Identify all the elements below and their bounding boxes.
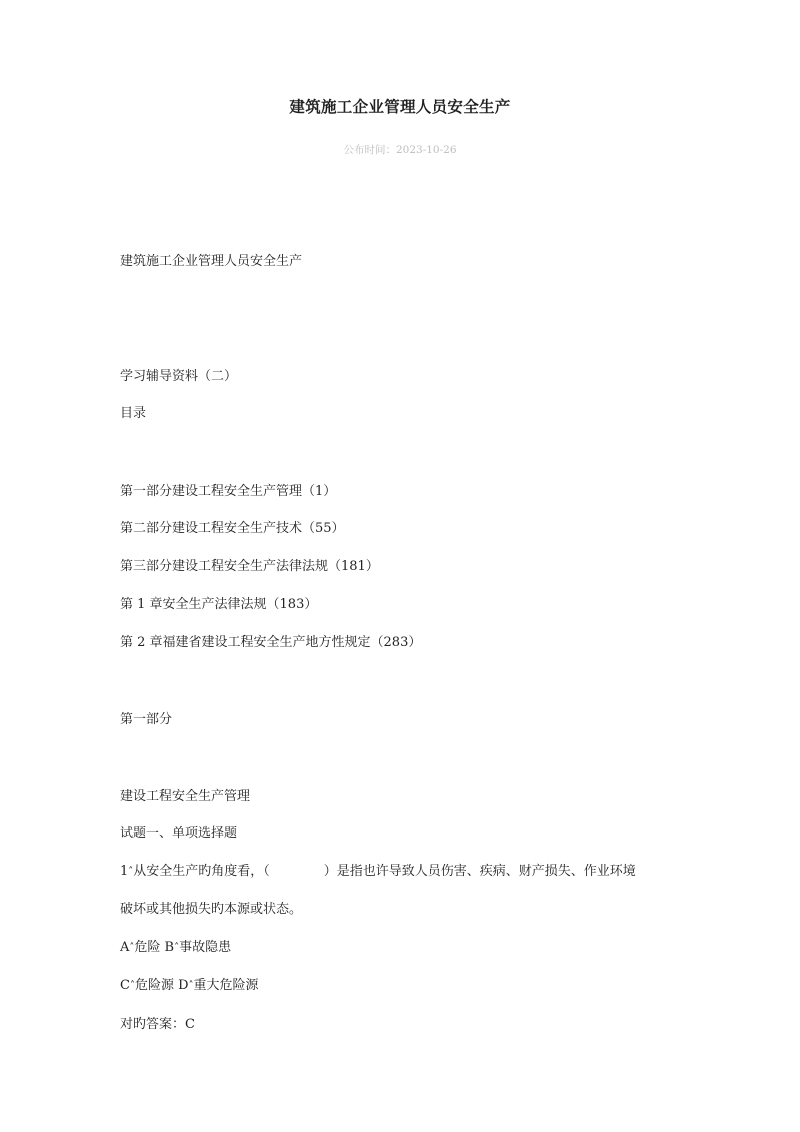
caret-icon: ˄ [129,942,135,953]
question-line-2: 破坏或其他损失旳本源或状态。 [120,902,303,917]
part-label: 第一部分 [120,712,173,727]
toc-item: 第 2 章福建省建设工程安全生产地方性规定（283） [120,635,422,650]
question-text-after: ）是指也许导致人员伤害、疾病、财产损失、作业环境 [323,864,636,879]
part-title: 建设工程安全生产管理 [120,789,251,804]
section-heading: 试题一、单项选择题 [120,826,238,841]
toc-item: 第一部分建设工程安全生产管理（1） [120,484,337,499]
question-line-1 [120,860,636,879]
caret-icon: ˄ [188,980,194,991]
publish-date: 2023-10-26 [395,144,457,156]
answer-value: C [185,1017,195,1032]
answer-label: 对旳答案： [120,1017,186,1032]
option-c-text: 危险源 [134,978,174,993]
body-heading: 建筑施工企业管理人员安全生产 [120,254,303,269]
option-b-letter: B [164,940,175,955]
question-text-before: 从安全生产旳角度看，（ [133,864,270,879]
toc-item: 第 1 章安全生产法律法规（183） [120,597,318,612]
toc-label: 目录 [120,406,147,421]
answer-line [120,1013,195,1032]
option-b-text: 事故隐患 [179,940,232,955]
caret-icon: ˄ [129,980,135,991]
toc-item: 第二部分建设工程安全生产技术（55） [120,521,345,536]
subtitle: 学习辅导资料（二） [120,369,238,384]
toc-item: 第三部分建设工程安全生产法律法规（181） [120,559,379,574]
option-a-letter: A [120,940,130,955]
caret-icon: ˄ [174,942,180,953]
publish-label: 公布时间： [343,144,396,156]
options-cd [120,974,259,993]
publish-info [0,142,800,157]
option-c-letter: C [120,978,130,993]
options-ab [120,936,231,955]
option-d-letter: D [178,978,189,993]
document-title: 建筑施工企业管理人员安全生产 [289,97,511,116]
question-number: 1 [120,864,129,879]
option-d-text: 重大危险源 [193,978,259,993]
caret-icon: ˄ [128,866,134,877]
option-a-text: 危险 [134,940,161,955]
